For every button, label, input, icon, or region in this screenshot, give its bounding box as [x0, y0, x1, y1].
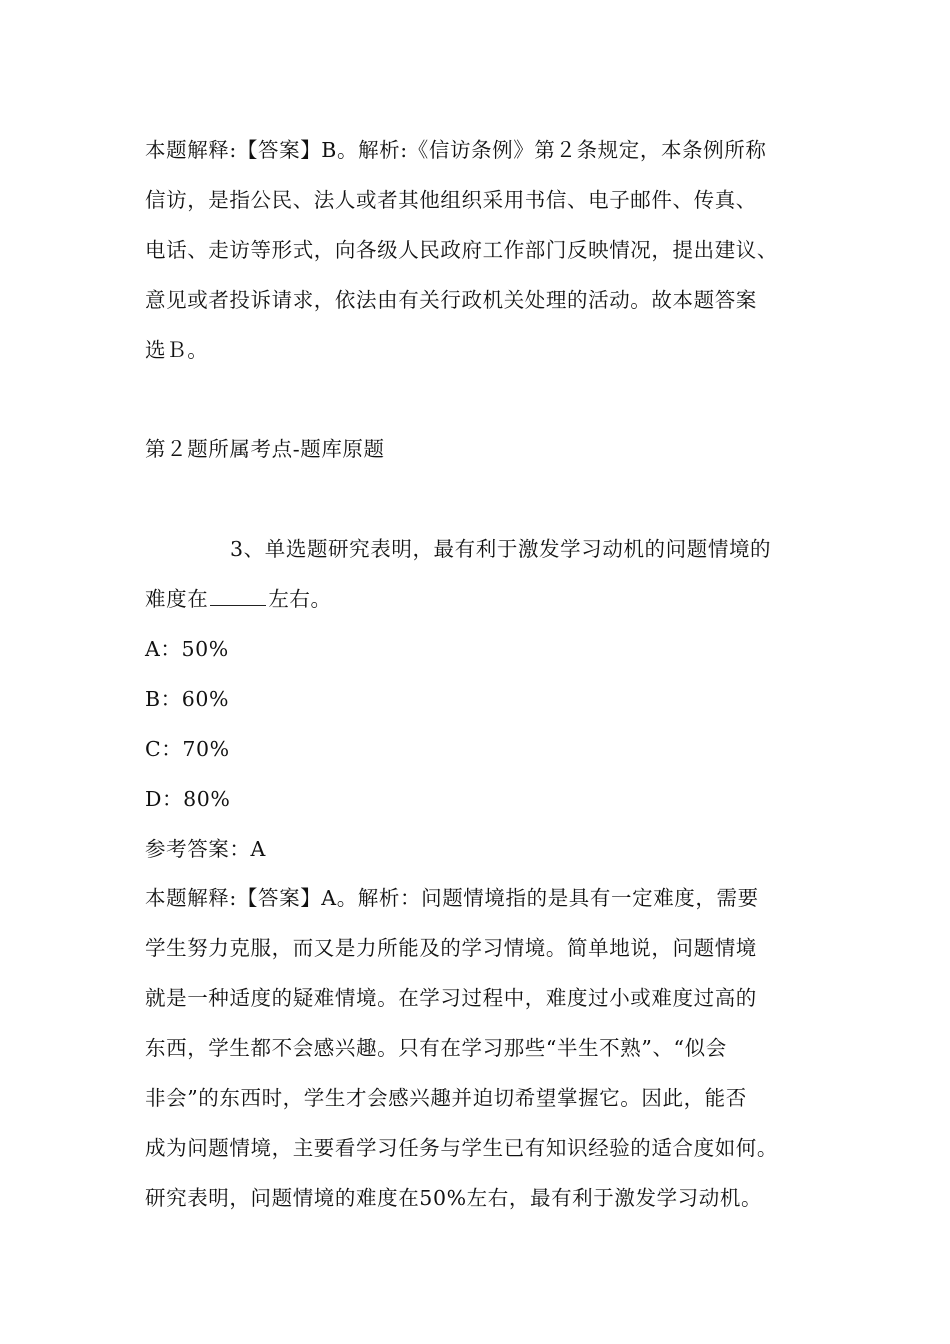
q3-question-line-2: [145, 585, 332, 613]
q3-explanation-line-5: 非会”的东西时，学生才会感兴趣并迫切希望掌握它。因此，能否: [145, 1086, 747, 1110]
q3-explanation-line-4: 东西，学生都不会感兴趣。只有在学习那些“半生不熟”、“似会: [145, 1036, 727, 1060]
q3-explanation-line-2: 学生努力克服，而又是力所能及的学习情境。简单地说，问题情境: [145, 936, 757, 960]
q3-explanation-line-1: 本题解释:【答案】A。解析：问题情境指的是具有一定难度，需要: [145, 886, 759, 910]
q3-question-prefix: 难度在: [145, 587, 209, 611]
q3-option-c: C：70%: [145, 737, 230, 761]
q3-explanation-line-7: 研究表明，问题情境的难度在50%左右，最有利于激发学习动机。: [145, 1186, 763, 1210]
q3-question-line-1: 3、单选题研究表明，最有利于激发学习动机的问题情境的: [230, 537, 772, 561]
q3-option-b: B：60%: [145, 687, 230, 711]
q3-option-a: A：50%: [145, 637, 229, 661]
q3-explanation-line-3: 就是一种适度的疑难情境。在学习过程中，难度过小或难度过高的: [145, 986, 757, 1010]
q2-explanation-line-3: 电话、走访等形式，向各级人民政府工作部门反映情况，提出建议、: [145, 238, 778, 262]
q2-explanation-line-2: 信访，是指公民、法人或者其他组织采用书信、电子邮件、传真、: [145, 188, 757, 212]
q2-explanation-line-4: 意见或者投诉请求，依法由有关行政机关处理的活动。故本题答案: [145, 288, 757, 312]
q2-explanation-line-1: 本题解释:【答案】B。解析:《信访条例》第２条规定，本条例所称: [145, 138, 767, 162]
q3-explanation-line-6: 成为问题情境，主要看学习任务与学生已有知识经验的适合度如何。: [145, 1136, 778, 1160]
q3-reference-answer: 参考答案：A: [145, 837, 266, 861]
answer-blank: [210, 585, 266, 606]
q2-explanation-line-5: 选Ｂ。: [145, 338, 209, 362]
q3-option-d: D：80%: [145, 787, 231, 811]
q3-question-suffix: 左右。: [268, 587, 332, 611]
q2-topic: 第２题所属考点-题库原题: [145, 437, 385, 461]
